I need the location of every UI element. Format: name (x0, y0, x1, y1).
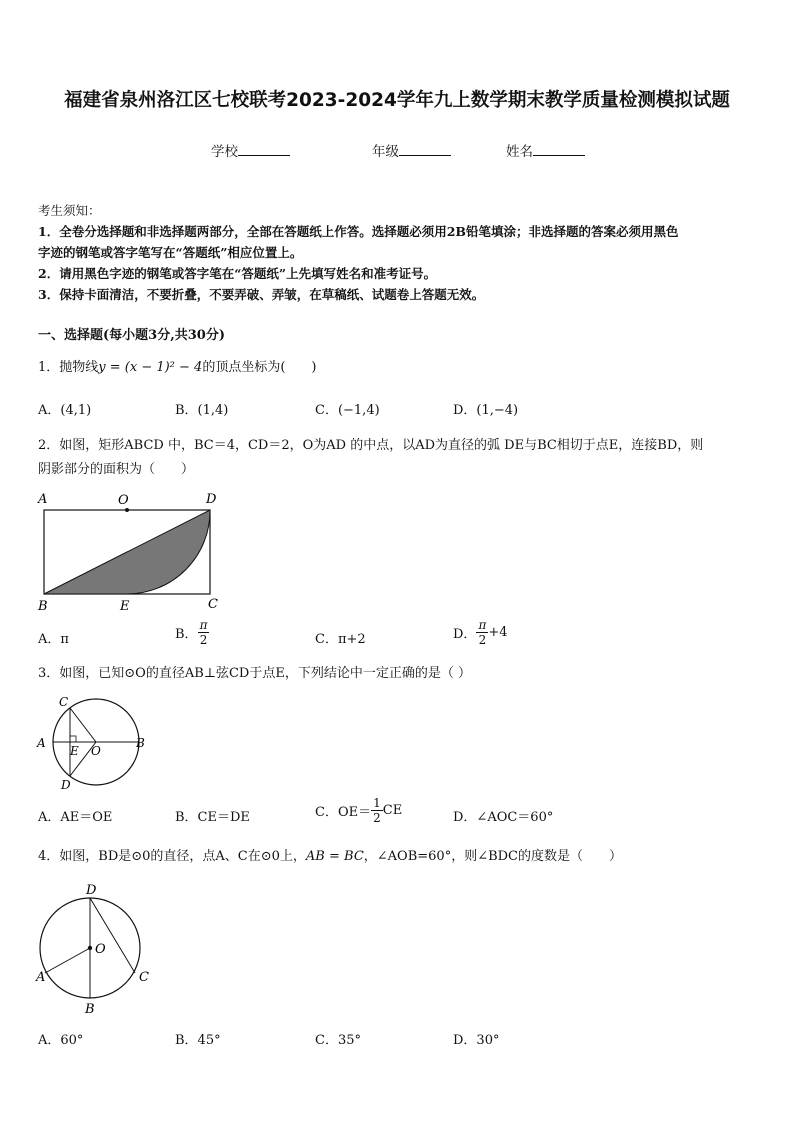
q4-option-b[interactable]: B．45° (175, 1033, 221, 1048)
section-heading: 一、选择题(每小题3分,共30分) (38, 328, 225, 343)
page-title: 福建省泉州洛江区七校联考2023-2024学年九上数学期末教学质量检测模拟试题 (64, 90, 730, 111)
right-angle-mark (70, 736, 76, 742)
q3-option-d[interactable]: D．∠AOC＝60° (453, 810, 554, 825)
q4-stem-suffix: ，∠AOB=60°，则∠BDC的度数是（ ） (363, 849, 623, 864)
grade-field[interactable] (372, 140, 451, 160)
label-o: O (91, 744, 101, 758)
q3-option-a[interactable]: A．AE＝OE (38, 810, 113, 825)
q2-stem-line2: 阴影部分的面积为（ ） (38, 462, 195, 477)
label-a: A (37, 736, 46, 750)
q4-stem-prefix: 4．如图，BD是⊙0的直径，点A、C在⊙0上， (38, 849, 306, 864)
fraction (371, 796, 383, 825)
label-a: A (38, 492, 48, 507)
name-label: 姓名 (506, 144, 533, 160)
q1-stem-suffix: 的顶点坐标为( ) (202, 360, 317, 375)
q4-option-d[interactable]: D．30° (453, 1033, 500, 1048)
fraction-numerator: π (478, 618, 487, 632)
q3-circle-figure (32, 690, 152, 800)
q4-option-a[interactable]: A．60° (38, 1033, 84, 1048)
label-c: C (208, 597, 218, 612)
q1-option-a[interactable]: A．(4,1) (38, 403, 92, 418)
point-o (125, 508, 129, 512)
q3-option-c[interactable] (315, 796, 402, 825)
fraction (476, 618, 488, 647)
label-o: O (118, 493, 129, 508)
q2-stem-line1: 2．如图，矩形ABCD 中，BC＝4，CD＝2，O为AD 的中点，以AD为直径的弧 DE与BC相切于点E，连接BD，则 (38, 438, 704, 453)
q2-option-d-prefix: D． (453, 627, 477, 642)
label-d: D (206, 492, 217, 507)
school-field[interactable] (211, 140, 290, 160)
q2-rectangle-figure (34, 490, 224, 615)
shaded-region (44, 510, 210, 594)
q1-stem-prefix: 1．抛物线 (38, 360, 99, 375)
notice-heading: 考生须知： (38, 203, 101, 218)
question-4 (38, 845, 758, 869)
fraction-denominator: 2 (199, 633, 208, 647)
q3-option-b[interactable]: B．CE＝DE (175, 810, 250, 825)
label-d: D (86, 883, 97, 898)
label-a: A (36, 970, 46, 985)
notice-item: 字迹的钢笔或答字笔写在“答题纸”相应位置上。 (38, 245, 303, 260)
fraction (198, 618, 210, 647)
q2-option-a[interactable]: A．π (38, 632, 69, 647)
q4-arc-equation (306, 849, 364, 864)
fraction-denominator: 2 (373, 811, 381, 825)
school-label: 学校 (211, 144, 238, 160)
label-d: D (61, 778, 71, 792)
label-c: C (139, 970, 149, 985)
chord-dc (90, 898, 135, 973)
q2-option-c[interactable]: C．π+2 (315, 632, 366, 647)
q3-option-c-suffix: CE (382, 803, 403, 818)
fraction-numerator: 1 (373, 796, 381, 810)
question-3: 3．如图，已知⊙O的直径AB⊥弦CD于点E，下列结论中一定正确的是（ ） (38, 666, 471, 681)
label-c: C (59, 695, 69, 709)
q2-option-d[interactable] (453, 618, 508, 647)
q1-option-b[interactable]: B．(1,4) (175, 403, 229, 418)
fraction-denominator: 2 (478, 633, 487, 647)
question-2 (38, 434, 758, 482)
question-1 (38, 356, 758, 380)
q1-option-c[interactable]: C．(−1,4) (315, 403, 380, 418)
segment-co (70, 708, 96, 742)
name-field[interactable] (506, 140, 585, 160)
q2-option-b-prefix: B． (175, 627, 198, 642)
q4-option-c[interactable]: C．35° (315, 1033, 361, 1048)
exam-notice (38, 200, 758, 305)
fraction-numerator: π (199, 618, 208, 632)
label-b: B (38, 599, 48, 614)
q4-arc-text: AB = BC (305, 849, 364, 864)
label-e: E (70, 744, 79, 758)
q1-formula: y = (x − 1)² − 4 (98, 360, 203, 375)
point-o (88, 946, 92, 950)
grade-label: 年级 (372, 144, 399, 160)
label-e: E (120, 599, 130, 614)
label-b: B (85, 1002, 95, 1017)
label-o: O (95, 942, 106, 957)
notice-item: 3．保持卡面清洁，不要折叠，不要弄破、弄皱，在草稿纸、试题卷上答题无效。 (38, 287, 485, 302)
q4-circle-figure (32, 880, 157, 1020)
label-b: B (136, 736, 145, 750)
notice-item: 1．全卷分选择题和非选择题两部分，全部在答题纸上作答。选择题必须用2B铅笔填涂；非选择题的答案必须用黑色 (38, 224, 679, 239)
segment-oa (45, 948, 90, 973)
q2-option-b[interactable] (175, 618, 209, 647)
notice-item: 2．请用黑色字迹的钢笔或答字笔在“答题纸”上先填写姓名和准考证号。 (38, 266, 437, 281)
q3-option-c-prefix: C．OE＝ (315, 805, 372, 820)
q2-option-d-suffix: +4 (488, 625, 508, 640)
q1-option-d[interactable]: D．(1,−4) (453, 403, 519, 418)
